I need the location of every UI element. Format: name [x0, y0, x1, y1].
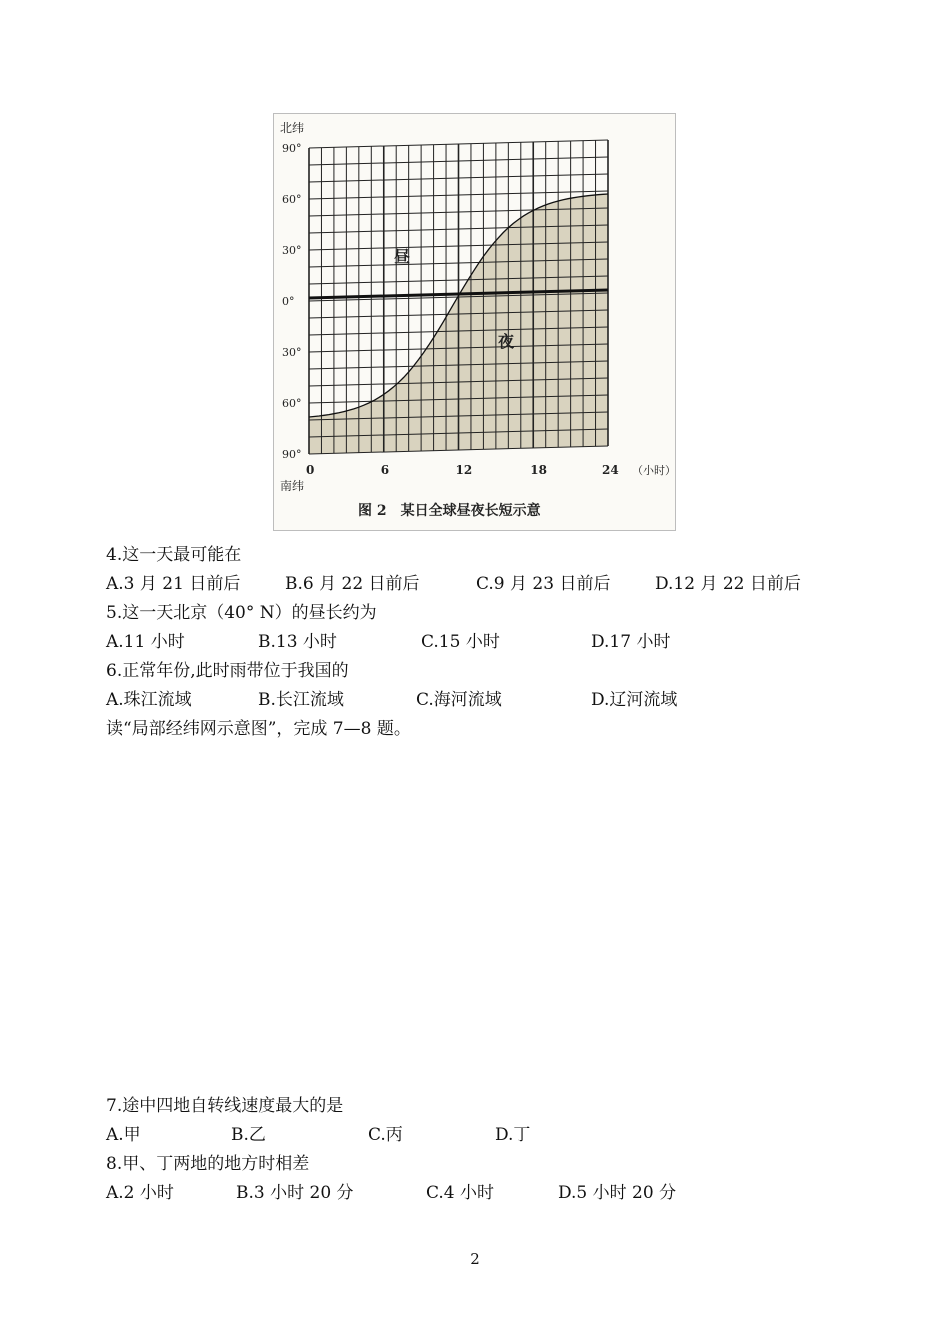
- q7-option-d[interactable]: D.丁: [495, 1125, 531, 1145]
- q7-option-a[interactable]: A.甲: [106, 1125, 141, 1145]
- q4-option-a[interactable]: A.3 月 21 日前后: [106, 574, 241, 594]
- q6-option-a[interactable]: A.珠江流域: [106, 690, 192, 710]
- x-unit-label: （小时）: [632, 464, 676, 477]
- q4-option-d[interactable]: D.12 月 22 日前后: [655, 574, 801, 594]
- q6-option-b[interactable]: B.长江流域: [258, 690, 344, 710]
- q8-option-d[interactable]: D.5 小时 20 分: [558, 1183, 677, 1203]
- y-tick-label: 30°: [282, 244, 302, 257]
- q5-option-d[interactable]: D.17 小时: [591, 632, 671, 652]
- question-4-stem: 4.这一天最可能在: [106, 545, 242, 565]
- x-tick-label: 12: [455, 463, 473, 477]
- q5-option-b[interactable]: B.13 小时: [258, 632, 337, 652]
- q7-option-c[interactable]: C.丙: [368, 1125, 403, 1145]
- y-top-label: 北纬: [280, 121, 305, 135]
- y-tick-label: 60°: [282, 193, 302, 206]
- page-number: 2: [470, 1250, 480, 1268]
- y-tick-label: 90°: [282, 142, 302, 155]
- q6-option-c[interactable]: C.海河流域: [416, 690, 502, 710]
- q8-option-a[interactable]: A.2 小时: [106, 1183, 174, 1203]
- question-8-stem: 8.甲、丁两地的地方时相差: [106, 1154, 310, 1174]
- q4-option-c[interactable]: C.9 月 23 日前后: [476, 574, 611, 594]
- y-bottom-label: 南纬: [280, 479, 305, 493]
- q7-option-b[interactable]: B.乙: [231, 1125, 266, 1145]
- q8-option-b[interactable]: B.3 小时 20 分: [236, 1183, 354, 1203]
- q5-option-c[interactable]: C.15 小时: [421, 632, 500, 652]
- x-tick-label: 6: [380, 463, 390, 477]
- q4-option-b[interactable]: B.6 月 22 日前后: [285, 574, 420, 594]
- day-label: 昼: [394, 247, 411, 266]
- question-6-stem: 6.正常年份,此时雨带位于我国的: [106, 661, 349, 681]
- q6-option-d[interactable]: D.辽河流域: [591, 690, 678, 710]
- day-night-chart: [274, 114, 677, 532]
- day-night-figure: [273, 113, 676, 531]
- x-tick-label: 18: [530, 463, 547, 477]
- question-5-stem: 5.这一天北京（40° N）的昼长约为: [106, 603, 377, 623]
- q5-option-a[interactable]: A.11 小时: [106, 632, 185, 652]
- x-tick-label: 0: [306, 463, 315, 477]
- x-tick-label: 24: [602, 463, 619, 477]
- y-tick-label: 0°: [282, 295, 295, 308]
- y-tick-label: 30°: [282, 346, 302, 359]
- y-tick-label: 60°: [282, 397, 302, 410]
- q8-option-c[interactable]: C.4 小时: [426, 1183, 495, 1203]
- y-tick-label: 90°: [282, 448, 302, 461]
- night-label: 夜: [498, 332, 515, 351]
- instruction-7-8: 读“局部经纬网示意图”，完成 7—8 题。: [106, 719, 411, 739]
- question-7-stem: 7.途中四地自转线速度最大的是: [106, 1096, 344, 1116]
- figure-caption: 图 2 某日全球昼夜长短示意: [358, 503, 541, 519]
